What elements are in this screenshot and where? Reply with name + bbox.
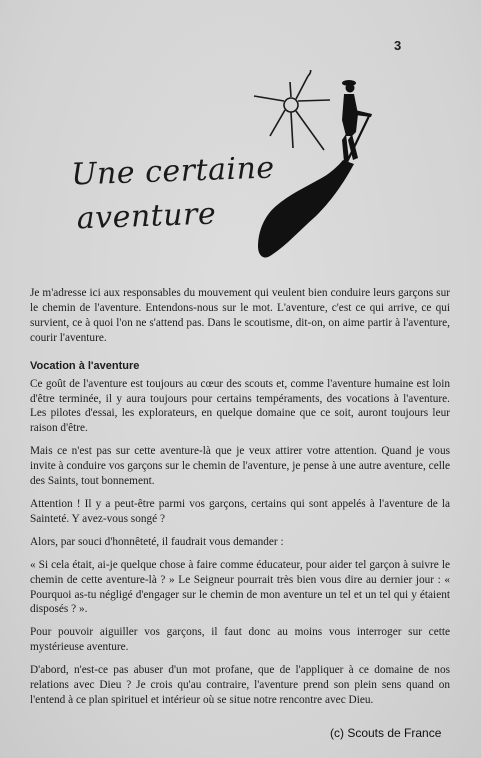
sun-icon — [254, 70, 330, 150]
title-line-1: Une certaine — [70, 150, 276, 193]
paragraph: « Si cela était, ai-je quelque chose à faire comme éducateur, pour aider tel garçon à suivre le chemin de cette aventure-là ? » Le Seigneur pourrait très bien vous dire au dernier jour : « Pourquoi as-tu négligé d'engager sur le chemin de mon aventure un tel et un tel qui y étaient disposés ? ». — [30, 558, 450, 616]
scout-figure — [342, 80, 372, 164]
body-text — [30, 286, 450, 716]
intro-paragraph: Je m'adresse ici aux responsables du mouvement qui veulent bien conduire leurs garçons sur le chemin de l'aventure. Entendons-nous sur le mot. L'aventure, c'est ce qui arrive, ce qui survient, ce à quoi l'on ne s'attend pas. Dans le scoutisme, dit-on, on aime partir à l'aventure, courir l'aventure. — [30, 287, 450, 344]
paragraph: Mais ce n'est pas sur cette aventure-là que je veux attirer votre attention. Quand je vous invite à conduire vos garçons sur le chemin de l'aventure, je pense à une autre aventure, celle des Saints, tout bonnement. — [30, 445, 450, 488]
section-heading: Vocation à l'aventure — [30, 359, 140, 372]
paragraph: Pour pouvoir aiguiller vos garçons, il faut donc au moins vous interroger sur cette mystérieuse aventure. — [30, 626, 450, 654]
page-number: 3 — [394, 38, 402, 53]
copyright-credit: (c) Scouts de France — [330, 726, 442, 740]
title-line-2: aventure — [76, 196, 217, 237]
paragraph: Ce goût de l'aventure est toujours au cœur des scouts et, comme l'aventure humaine est loin d'être terminée, il y aura toujours pour certains tempéraments, des vocations à l'aventure. Les pilotes d'essai, les explorateurs, en quelque domaine que ce soit, auront toujours leur raison d'être. — [30, 377, 450, 435]
chapter-title — [71, 146, 277, 241]
paragraph: D'abord, n'est-ce pas abuser d'un mot profane, que de l'appliquer à ce domaine de nos relations avec Dieu ? Je crois qu'au contraire, l'aventure prend son plein sens quand on l'entend à ce plan spirituel et intérieur où se situe notre rencontre avec Dieu. — [30, 664, 450, 706]
paragraph: Alors, par souci d'honnêteté, il faudrait vous demander : — [30, 535, 284, 548]
paragraph: Attention ! Il y a peut-être parmi vos garçons, certains qui sont appelés à l'aventure de la Sainteté. Y avez-vous songé ? — [30, 497, 450, 525]
